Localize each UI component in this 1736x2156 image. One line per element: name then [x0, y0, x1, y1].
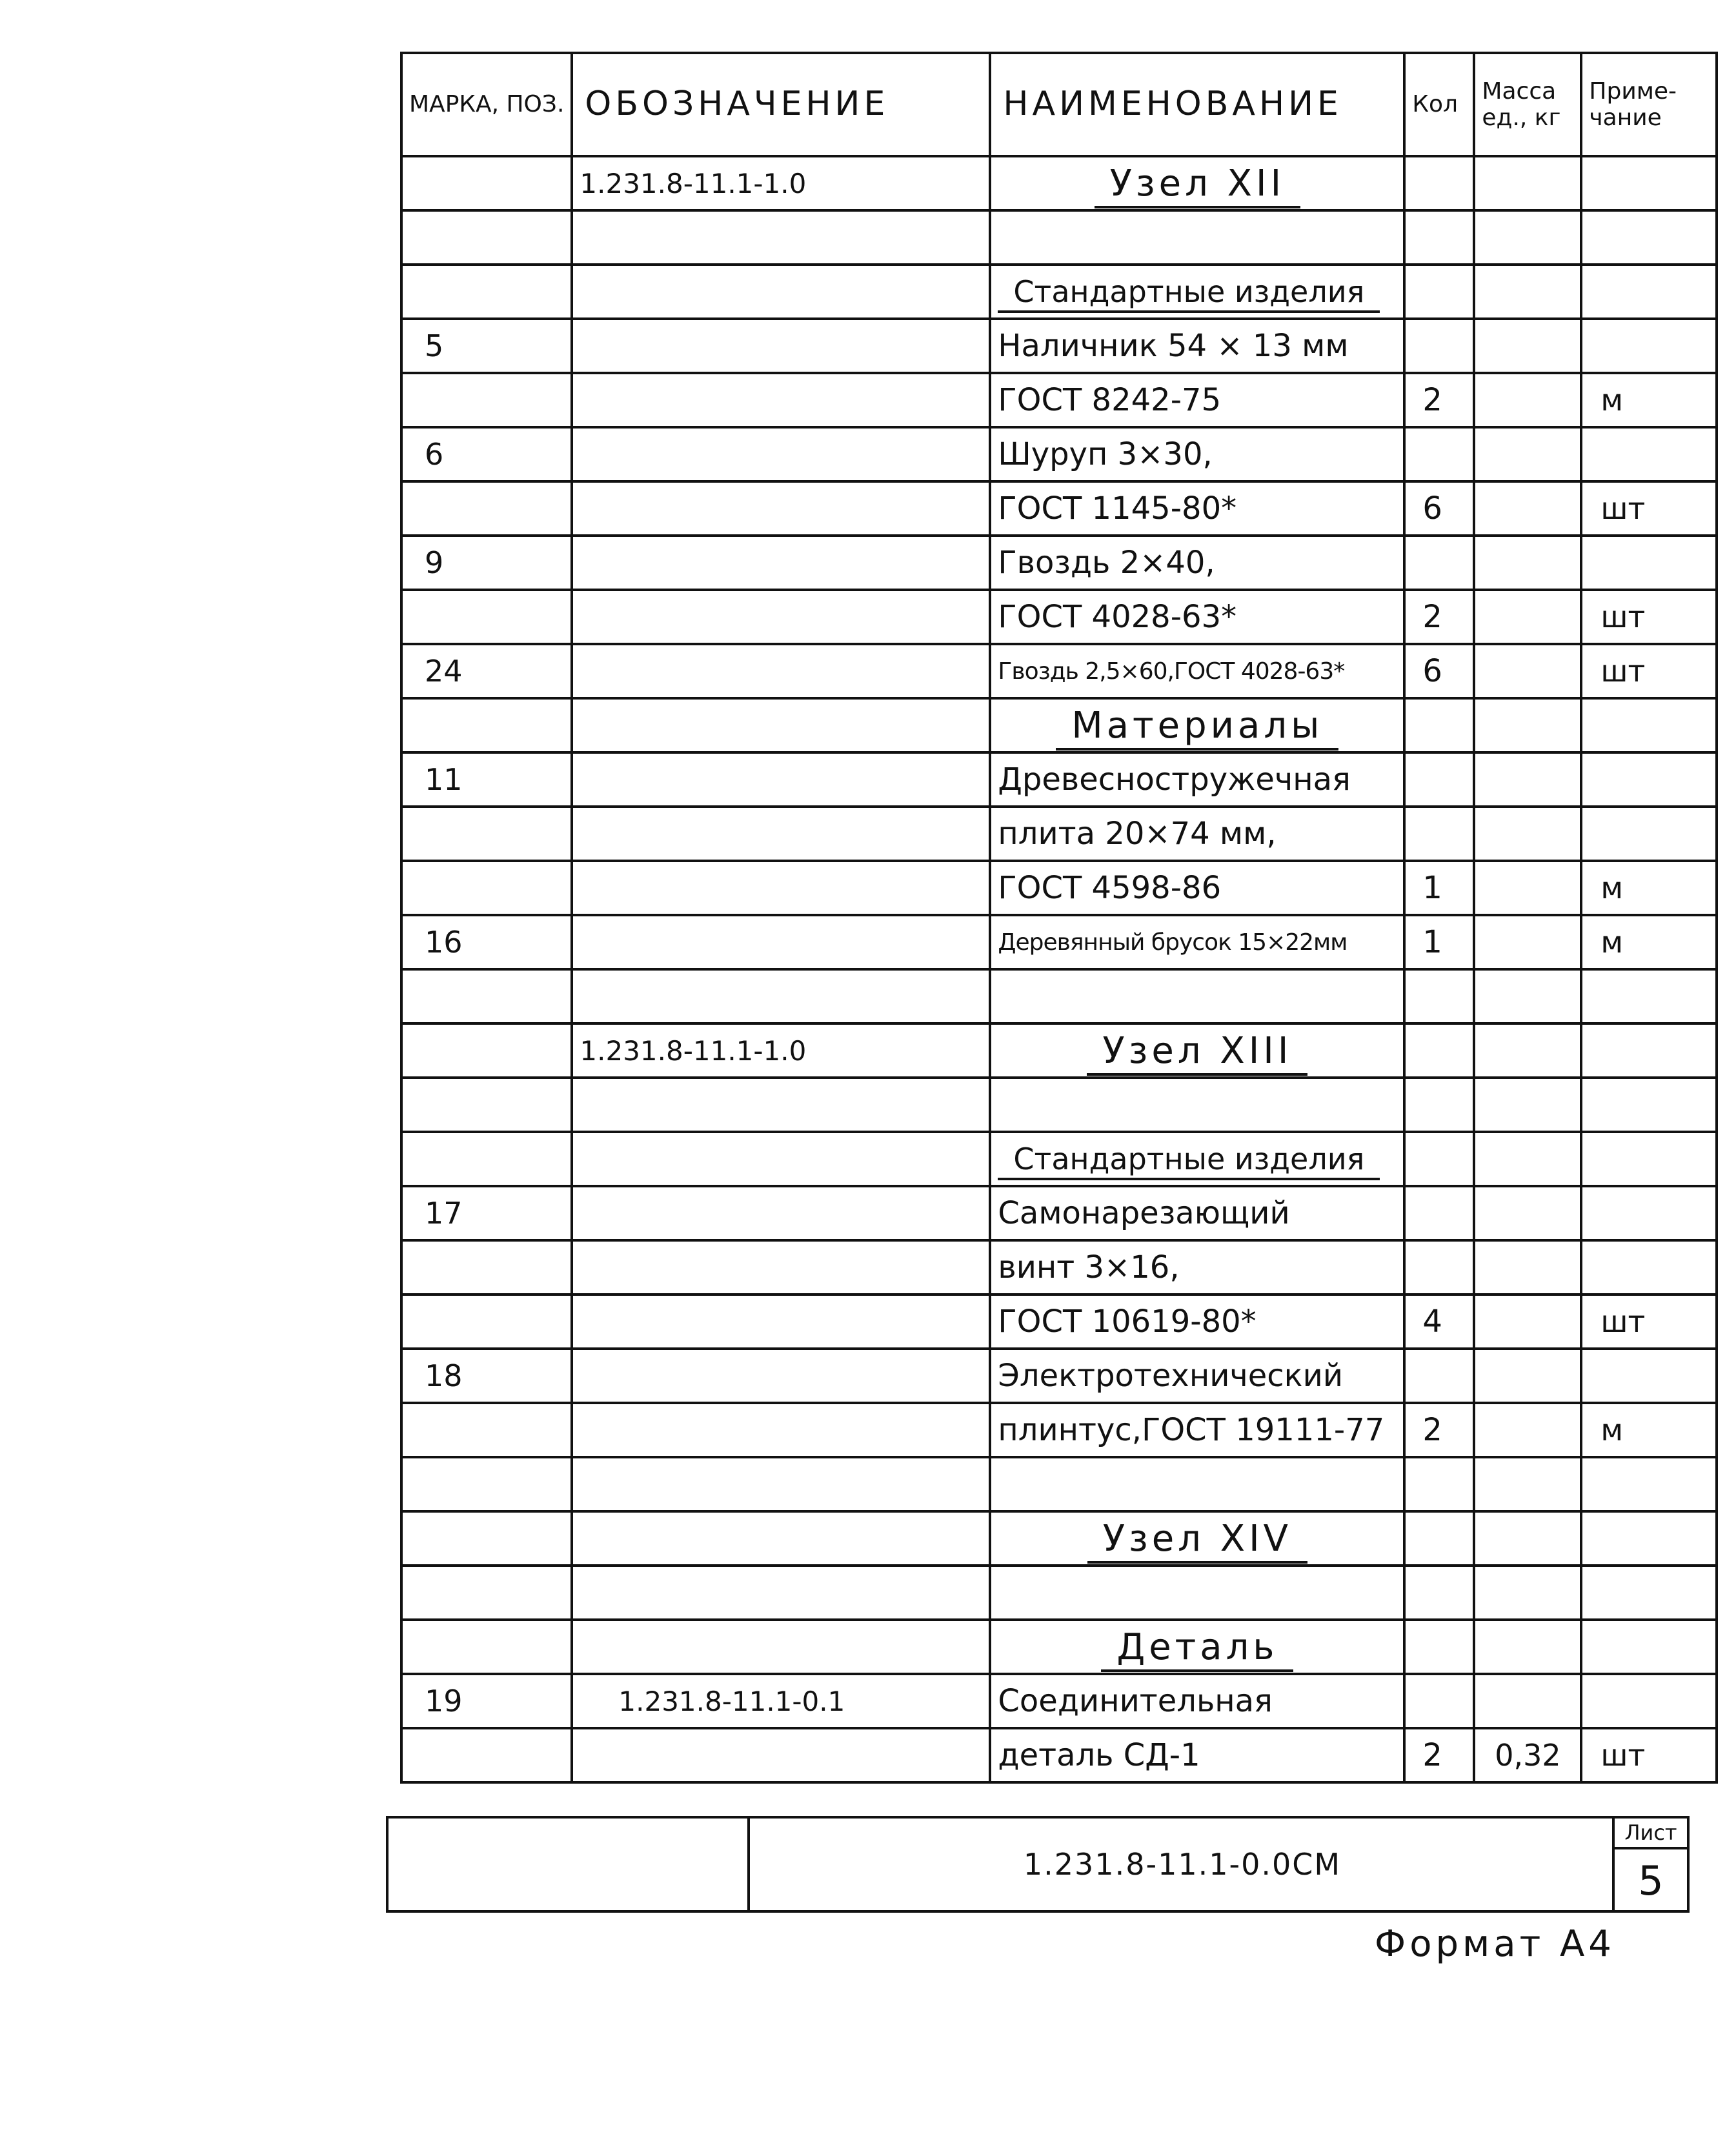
- row-mass: [1474, 1295, 1581, 1349]
- row-mass: [1474, 590, 1581, 644]
- row-designation: [572, 1349, 990, 1403]
- row-mass: [1474, 752, 1581, 807]
- row-mark: 16: [401, 915, 572, 969]
- row-mass: [1474, 1078, 1581, 1132]
- row-designation: [572, 1728, 990, 1782]
- section-heading: Узел XII: [1095, 163, 1300, 208]
- row-note: [1581, 319, 1717, 373]
- row-mass: [1474, 373, 1581, 427]
- table-row: [401, 1132, 1717, 1186]
- header-qty: Кол: [1404, 53, 1474, 156]
- row-name: [990, 1132, 1404, 1186]
- row-name: ГОСТ 8242-75: [990, 373, 1404, 427]
- row-note: [1581, 969, 1717, 1023]
- table-row: [401, 1674, 1717, 1728]
- row-note: м: [1581, 373, 1717, 427]
- row-note: [1581, 1078, 1717, 1132]
- row-name: [990, 1457, 1404, 1511]
- row-name: Самонарезающий: [990, 1186, 1404, 1240]
- row-mass: [1474, 1186, 1581, 1240]
- row-qty: [1404, 1511, 1474, 1566]
- row-qty: 2: [1404, 590, 1474, 644]
- table-row: [401, 481, 1717, 536]
- row-mark: [401, 1457, 572, 1511]
- row-note: [1581, 807, 1717, 861]
- row-note: [1581, 1566, 1717, 1620]
- row-designation: [572, 265, 990, 319]
- row-designation: [572, 427, 990, 481]
- row-designation: [572, 1078, 990, 1132]
- row-designation: [572, 481, 990, 536]
- row-note: шт: [1581, 1295, 1717, 1349]
- row-designation: [572, 861, 990, 915]
- row-name: [990, 1078, 1404, 1132]
- row-mass: [1474, 265, 1581, 319]
- row-name: Соединительная: [990, 1674, 1404, 1728]
- table-row: [401, 265, 1717, 319]
- row-mass: 0,32: [1474, 1728, 1581, 1782]
- row-qty: [1404, 1566, 1474, 1620]
- row-mass: [1474, 481, 1581, 536]
- sheet-number: 5: [1638, 1857, 1664, 1904]
- row-designation: 1.231.8-11.1-1.0: [572, 156, 990, 210]
- table-row: [401, 1186, 1717, 1240]
- row-note: шт: [1581, 590, 1717, 644]
- table-row: [401, 373, 1717, 427]
- row-note: [1581, 210, 1717, 265]
- table-row: [401, 915, 1717, 969]
- row-qty: [1404, 1132, 1474, 1186]
- row-designation: [572, 1295, 990, 1349]
- row-name: деталь СД-1: [990, 1728, 1404, 1782]
- row-mass: [1474, 1511, 1581, 1566]
- row-mark: [401, 1566, 572, 1620]
- row-designation: [572, 644, 990, 698]
- row-mass: [1474, 1620, 1581, 1674]
- section-heading: Стандартные изделия: [998, 1142, 1380, 1180]
- row-qty: [1404, 807, 1474, 861]
- row-designation: [572, 1132, 990, 1186]
- row-mass: [1474, 698, 1581, 752]
- table-row: [401, 427, 1717, 481]
- row-designation: [572, 969, 990, 1023]
- row-qty: [1404, 752, 1474, 807]
- row-note: шт: [1581, 481, 1717, 536]
- row-mark: [401, 481, 572, 536]
- row-note: [1581, 698, 1717, 752]
- table-row: [401, 1240, 1717, 1295]
- row-designation: [572, 1457, 990, 1511]
- row-mass: [1474, 536, 1581, 590]
- row-qty: [1404, 319, 1474, 373]
- row-note: [1581, 1023, 1717, 1078]
- table-row: [401, 1728, 1717, 1782]
- section-heading: Стандартные изделия: [998, 274, 1380, 313]
- table-row: [401, 1566, 1717, 1620]
- row-mass: [1474, 969, 1581, 1023]
- row-mark: [401, 969, 572, 1023]
- row-note: [1581, 1674, 1717, 1728]
- row-qty: 1: [1404, 915, 1474, 969]
- row-mass: [1474, 1240, 1581, 1295]
- header-mark: МАРКА, ПОЗ.: [401, 53, 572, 156]
- table-row: [401, 861, 1717, 915]
- row-mass: [1474, 1457, 1581, 1511]
- row-name: ГОСТ 10619-80*: [990, 1295, 1404, 1349]
- row-qty: [1404, 1186, 1474, 1240]
- format-label: Формат А4: [1375, 1923, 1615, 1965]
- row-qty: 2: [1404, 1728, 1474, 1782]
- row-mark: 5: [401, 319, 572, 373]
- row-name: [990, 1511, 1404, 1566]
- row-mass: [1474, 644, 1581, 698]
- row-name: ГОСТ 4598-86: [990, 861, 1404, 915]
- row-mark: [401, 1240, 572, 1295]
- section-heading: Материалы: [1056, 705, 1338, 751]
- row-name: винт 3×16,: [990, 1240, 1404, 1295]
- row-note: м: [1581, 915, 1717, 969]
- row-mark: 17: [401, 1186, 572, 1240]
- row-mark: [401, 373, 572, 427]
- row-designation: [572, 698, 990, 752]
- row-note: [1581, 752, 1717, 807]
- row-name: [990, 1023, 1404, 1078]
- row-mark: [401, 698, 572, 752]
- row-designation: [572, 210, 990, 265]
- row-mass: [1474, 1349, 1581, 1403]
- header-name: НАИМЕНОВАНИЕ: [990, 53, 1404, 156]
- row-note: [1581, 1620, 1717, 1674]
- row-qty: [1404, 1620, 1474, 1674]
- row-mark: 6: [401, 427, 572, 481]
- sheet-label: Лист: [1615, 1818, 1687, 1849]
- row-designation: 1.231.8-11.1-1.0: [572, 1023, 990, 1078]
- row-name: Деревянный брусок 15×22мм: [990, 915, 1404, 969]
- row-qty: 6: [1404, 481, 1474, 536]
- row-mark: [401, 210, 572, 265]
- row-mark: [401, 807, 572, 861]
- table-row: [401, 969, 1717, 1023]
- row-qty: 4: [1404, 1295, 1474, 1349]
- row-note: [1581, 1132, 1717, 1186]
- row-mass: [1474, 1403, 1581, 1457]
- row-qty: 1: [1404, 861, 1474, 915]
- row-name: ГОСТ 1145-80*: [990, 481, 1404, 536]
- table-row: [401, 1295, 1717, 1349]
- section-heading: Деталь: [1101, 1626, 1293, 1672]
- row-designation: [572, 1403, 990, 1457]
- table-row: [401, 1023, 1717, 1078]
- table-row: [401, 1457, 1717, 1511]
- row-name: [990, 156, 1404, 210]
- row-mass: [1474, 1132, 1581, 1186]
- row-mark: [401, 1132, 572, 1186]
- row-designation: [572, 590, 990, 644]
- row-note: шт: [1581, 1728, 1717, 1782]
- row-note: [1581, 156, 1717, 210]
- row-qty: [1404, 265, 1474, 319]
- row-mark: 11: [401, 752, 572, 807]
- row-mark: 9: [401, 536, 572, 590]
- row-qty: [1404, 698, 1474, 752]
- row-name: Гвоздь 2,5×60,ГОСТ 4028-63*: [990, 644, 1404, 698]
- row-designation: [572, 1240, 990, 1295]
- table-row: [401, 644, 1717, 698]
- row-qty: [1404, 210, 1474, 265]
- row-note: м: [1581, 861, 1717, 915]
- row-note: м: [1581, 1403, 1717, 1457]
- row-name: Гвоздь 2×40,: [990, 536, 1404, 590]
- row-name: [990, 698, 1404, 752]
- row-mass: [1474, 1674, 1581, 1728]
- row-mark: 19: [401, 1674, 572, 1728]
- row-mark: 24: [401, 644, 572, 698]
- row-qty: [1404, 427, 1474, 481]
- table-row: [401, 752, 1717, 807]
- row-mass: [1474, 1566, 1581, 1620]
- title-block-doc-code: 1.231.8-11.1-0.0СМ: [1023, 1847, 1342, 1882]
- section-heading: Узел XIV: [1087, 1518, 1307, 1564]
- section-heading: Узел XIII: [1087, 1030, 1307, 1076]
- row-mass: [1474, 156, 1581, 210]
- row-name: Шуруп 3×30,: [990, 427, 1404, 481]
- row-mass: [1474, 807, 1581, 861]
- row-mark: 18: [401, 1349, 572, 1403]
- row-designation: [572, 807, 990, 861]
- table-body: [401, 156, 1717, 1782]
- row-name: [990, 1566, 1404, 1620]
- row-qty: [1404, 1674, 1474, 1728]
- row-mark: [401, 156, 572, 210]
- row-mark: [401, 1023, 572, 1078]
- row-qty: [1404, 156, 1474, 210]
- row-name: плинтус,ГОСТ 19111-77: [990, 1403, 1404, 1457]
- row-mass: [1474, 319, 1581, 373]
- row-mark: [401, 1620, 572, 1674]
- row-qty: [1404, 1078, 1474, 1132]
- row-qty: 2: [1404, 1403, 1474, 1457]
- row-designation: [572, 752, 990, 807]
- row-qty: [1404, 1023, 1474, 1078]
- row-name: [990, 210, 1404, 265]
- title-block-empty-cell: [389, 1818, 750, 1910]
- row-designation: [572, 373, 990, 427]
- table-row: [401, 1620, 1717, 1674]
- row-designation: [572, 1186, 990, 1240]
- table-row: [401, 1078, 1717, 1132]
- sheet-number-box: [1612, 1818, 1687, 1910]
- row-designation: [572, 1620, 990, 1674]
- row-designation: 1.231.8-11.1-0.1: [572, 1674, 990, 1728]
- row-qty: [1404, 1240, 1474, 1295]
- table-row: [401, 1403, 1717, 1457]
- table-row: [401, 698, 1717, 752]
- row-mass: [1474, 915, 1581, 969]
- row-mark: [401, 265, 572, 319]
- row-mark: [401, 1078, 572, 1132]
- row-designation: [572, 319, 990, 373]
- table-row: [401, 807, 1717, 861]
- row-designation: [572, 536, 990, 590]
- row-name: Наличник 54 × 13 мм: [990, 319, 1404, 373]
- row-name: Древесностружечная: [990, 752, 1404, 807]
- row-qty: [1404, 1457, 1474, 1511]
- row-qty: [1404, 969, 1474, 1023]
- row-name: [990, 1620, 1404, 1674]
- row-qty: [1404, 536, 1474, 590]
- row-name: Электротехнический: [990, 1349, 1404, 1403]
- table-row: [401, 590, 1717, 644]
- row-note: [1581, 1186, 1717, 1240]
- row-name: [990, 265, 1404, 319]
- title-block: [386, 1816, 1690, 1913]
- row-note: [1581, 1349, 1717, 1403]
- table-row: [401, 319, 1717, 373]
- header-note: Приме- чание: [1581, 53, 1717, 156]
- row-mass: [1474, 1023, 1581, 1078]
- row-mass: [1474, 861, 1581, 915]
- header-mass: Масса ед., кг: [1474, 53, 1581, 156]
- table-row: [401, 156, 1717, 210]
- table-header-row: [401, 53, 1717, 156]
- row-qty: [1404, 1349, 1474, 1403]
- row-mass: [1474, 210, 1581, 265]
- row-mark: [401, 1511, 572, 1566]
- table-row: [401, 1349, 1717, 1403]
- row-note: [1581, 1457, 1717, 1511]
- row-name: плита 20×74 мм,: [990, 807, 1404, 861]
- table-row: [401, 210, 1717, 265]
- header-designation: ОБОЗНАЧЕНИЕ: [572, 53, 990, 156]
- row-mark: [401, 1403, 572, 1457]
- row-note: [1581, 265, 1717, 319]
- row-note: [1581, 1240, 1717, 1295]
- row-note: шт: [1581, 644, 1717, 698]
- row-qty: 2: [1404, 373, 1474, 427]
- row-mass: [1474, 427, 1581, 481]
- specification-table: [400, 52, 1718, 1784]
- row-mark: [401, 590, 572, 644]
- row-note: [1581, 427, 1717, 481]
- row-note: [1581, 536, 1717, 590]
- row-mark: [401, 861, 572, 915]
- table-row: [401, 536, 1717, 590]
- row-note: [1581, 1511, 1717, 1566]
- row-designation: [572, 915, 990, 969]
- row-name: [990, 969, 1404, 1023]
- row-name: ГОСТ 4028-63*: [990, 590, 1404, 644]
- row-mark: [401, 1295, 572, 1349]
- row-designation: [572, 1566, 990, 1620]
- row-designation: [572, 1511, 990, 1566]
- row-qty: 6: [1404, 644, 1474, 698]
- row-mark: [401, 1728, 572, 1782]
- table-row: [401, 1511, 1717, 1566]
